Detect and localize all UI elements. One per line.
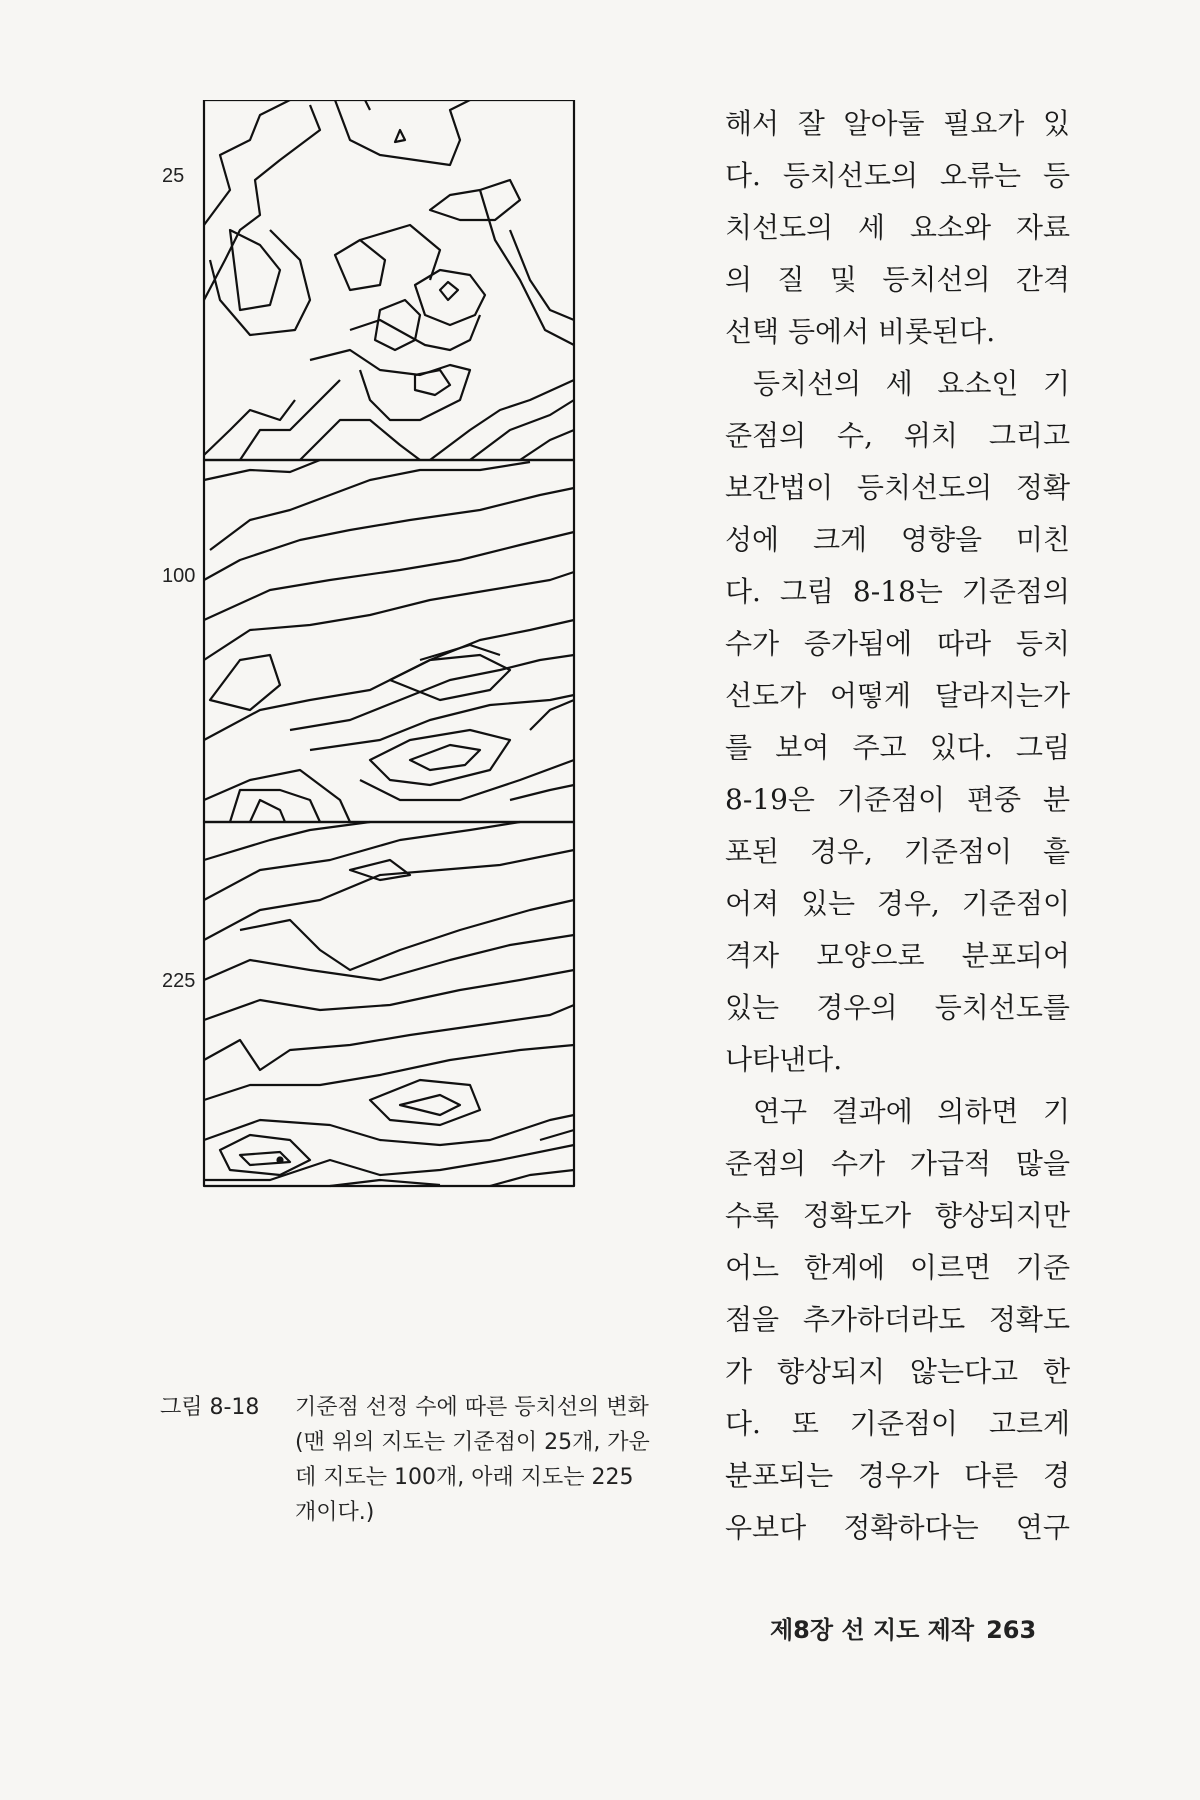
text-line: 연구 결과에 의하면 기 <box>753 1095 1070 1128</box>
map-label-25: 25 <box>162 165 185 187</box>
text-line: 선도가 어떻게 달라지는가 <box>725 679 1070 712</box>
text-line: 준점의 수가 가급적 많을 <box>725 1147 1070 1180</box>
text-line: 어느 한계에 이르면 기준 <box>725 1251 1070 1284</box>
map-label-225: 225 <box>162 970 196 992</box>
paragraph-1 <box>725 98 1070 358</box>
text-line: 어져 있는 경우, 기준점이 <box>725 887 1070 920</box>
text-line: 다. 등치선도의 오류는 등 <box>725 159 1070 192</box>
caption-number: 그림 8-18 <box>160 1395 260 1420</box>
text-line: 의 질 및 등치선의 간격 <box>725 263 1070 296</box>
text-line: 점을 추가하더라도 정확도 <box>725 1303 1070 1336</box>
map-100-isolines <box>204 460 574 822</box>
paragraph-2 <box>725 358 1070 1086</box>
text-line: 보간법이 등치선도의 정확 <box>725 471 1070 504</box>
text-line: 준점의 수, 위치 그리고 <box>725 419 1070 452</box>
map-label-100: 100 <box>162 565 196 587</box>
text-line: 성에 크게 영향을 미친 <box>725 523 1070 556</box>
map-frame-100 <box>204 460 574 822</box>
map-25-isolines <box>204 100 574 460</box>
isoline-maps-svg <box>150 100 630 1360</box>
text-line: 다. 그림 8-18는 기준점의 <box>725 575 1070 608</box>
map-point-marker <box>278 1158 283 1163</box>
map-frame-25 <box>204 100 574 460</box>
page-number: 263 <box>986 1616 1037 1644</box>
text-line: 등치선의 세 요소인 기 <box>753 367 1070 400</box>
text-line: 있는 경우의 등치선도를 <box>725 991 1070 1024</box>
text-line: 나타낸다. <box>725 1043 843 1076</box>
text-line: 격자 모양으로 분포되어 <box>725 939 1070 972</box>
chapter-title: 제8장 선 지도 제작 <box>770 1616 975 1644</box>
text-line: 해서 잘 알아둘 필요가 있 <box>725 107 1070 140</box>
text-line: 수록 정확도가 향상되지만 <box>725 1199 1070 1232</box>
text-line: 를 보여 주고 있다. 그림 <box>725 731 1070 764</box>
paragraph-3 <box>725 1086 1070 1554</box>
isoline-figure <box>150 100 630 1360</box>
text-line: 수가 증가됨에 따라 등치 <box>725 627 1070 660</box>
page-footer <box>770 1610 1070 1645</box>
text-line: 다. 또 기준점이 고르게 <box>725 1407 1070 1440</box>
text-line: 가 향상되지 않는다고 한 <box>725 1355 1070 1388</box>
text-line: 선택 등에서 비롯된다. <box>725 315 996 348</box>
text-line: 치선도의 세 요소와 자료 <box>725 211 1070 244</box>
text-line: 포된 경우, 기준점이 흩 <box>725 835 1070 868</box>
text-line: 분포되는 경우가 다른 경 <box>725 1459 1070 1492</box>
text-line: 우보다 정확하다는 연구 <box>725 1511 1070 1544</box>
caption-text: 기준점 선정 수에 따른 등치선의 변화(맨 위의 지도는 기준점이 25개, 가운데 지도는 100개, 아래 지도는 225개이다.) <box>295 1395 650 1525</box>
map-225-isolines <box>204 822 574 1186</box>
text-line: 8-19은 기준점이 편중 분 <box>725 783 1070 816</box>
body-text <box>725 98 1070 1554</box>
